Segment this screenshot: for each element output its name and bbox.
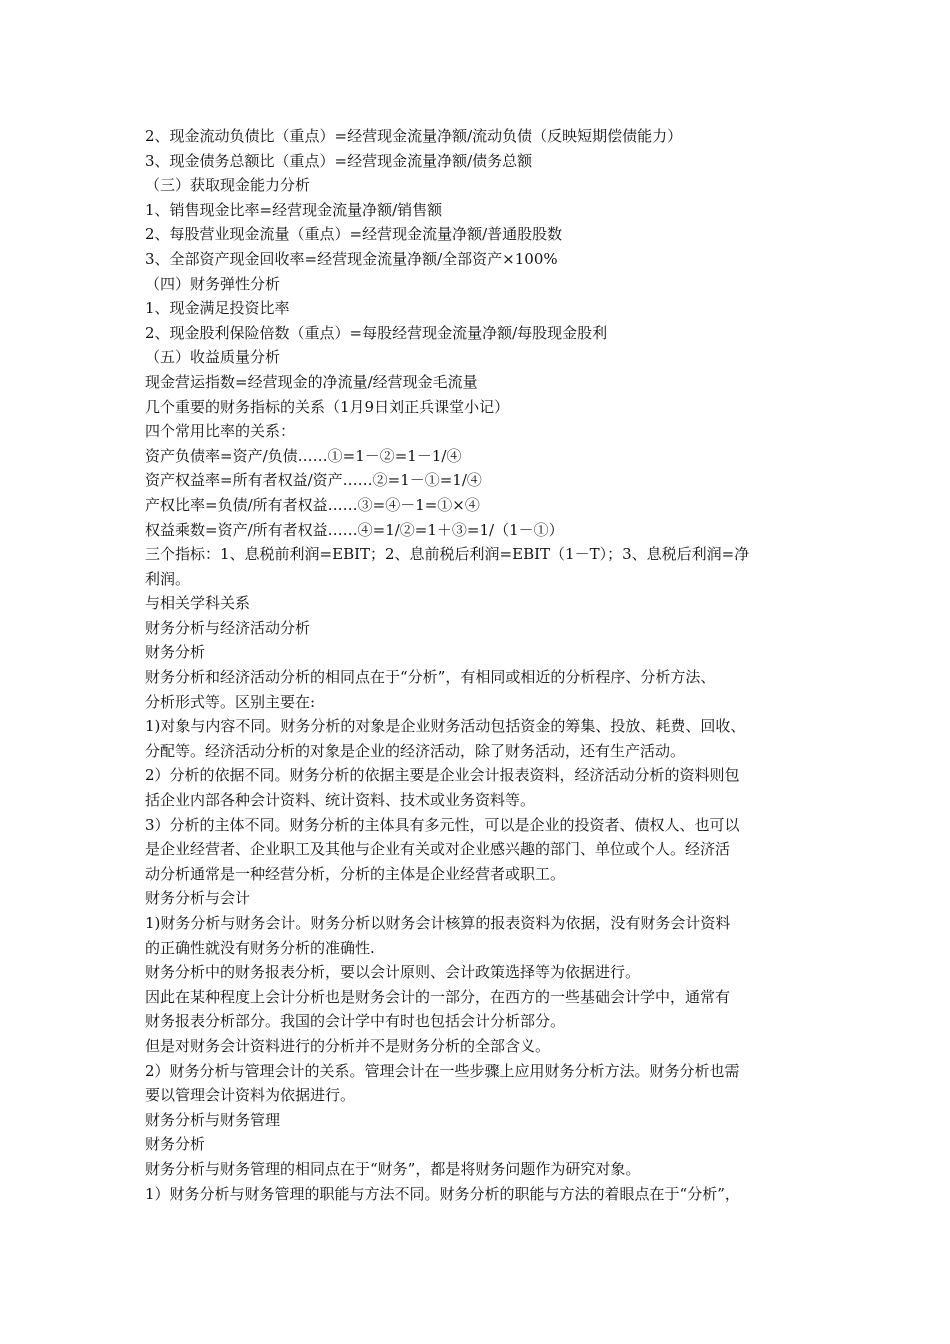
text-line: 财务分析与财务管理的相同点在于“财务”，都是将财务问题作为研究对象。 <box>145 1159 641 1178</box>
text-line: 分配等。经济活动分析的对象是企业的经济活动，除了财务活动，还有生产活动。 <box>145 741 686 760</box>
text-line: 财务分析 <box>145 643 206 662</box>
text-line: 1)财务分析与财务会计。财务分析以财务会计核算的报表资料为依据，没有财务会计资料 <box>145 914 731 932</box>
text-line: 要以管理会计资料为依据进行。 <box>145 1086 356 1105</box>
text-line: 财务分析与经济活动分析 <box>145 618 311 637</box>
text-line: 财务分析中的财务报表分析，要以会计原则、会计政策选择等为依据进行。 <box>145 963 641 982</box>
text-line: 2、现金股利保险倍数（重点）=每股经营现金流量净额/每股现金股利 <box>145 323 608 342</box>
text-line: 财务分析与财务管理 <box>145 1110 281 1129</box>
text-line: 财务报表分析部分。我国的会计学中有时也包括会计分析部分。 <box>145 1012 566 1031</box>
text-line: 3）分析的主体不同。财务分析的主体具有多元性，可以是企业的投资者、债权人、也可以 <box>145 815 740 834</box>
text-line: 财务分析 <box>145 1135 206 1154</box>
section-heading: （四）财务弹性分析 <box>145 274 281 293</box>
text-line: 1)对象与内容不同。财务分析的对象是企业财务活动包括资金的筹集、投放、耗费、回收、 <box>145 717 746 736</box>
text-line: 2、每股营业现金流量（重点）=经营现金流量净额/普通股股数 <box>145 225 563 244</box>
text-line: 财务分析和经济活动分析的相同点在于“分析”，有相同或相近的分析程序、分析方法、 <box>145 668 716 687</box>
text-line: 现金营运指数=经营现金的净流量/经营现金毛流量 <box>145 372 478 391</box>
section-heading: （三）获取现金能力分析 <box>145 176 311 195</box>
text-line: 资产负债率=资产/负债……①=1－②=1－1/④ <box>145 446 462 465</box>
text-line: 但是对财务会计资料进行的分析并不是财务分析的全部含义。 <box>145 1036 551 1055</box>
text-line: 的正确性就没有财务分析的准确性. <box>145 938 375 957</box>
text-line: 四个常用比率的关系： <box>145 422 296 441</box>
document-body <box>145 124 810 1206</box>
text-line: 因此在某种程度上会计分析也是财务会计的一部分，在西方的一些基础会计学中，通常有 <box>145 987 731 1006</box>
text-line: 几个重要的财务指标的关系（1月9日刘正兵课堂小记） <box>145 397 510 416</box>
text-line: 是企业经营者、企业职工及其他与企业有关或对企业感兴趣的部门、单位或个人。经济活 <box>145 840 731 859</box>
text-line: 与相关学科关系 <box>145 594 251 613</box>
text-line: 1、销售现金比率=经营现金流量净额/销售额 <box>145 200 443 219</box>
text-line: 1）财务分析与财务管理的职能与方法不同。财务分析的职能与方法的着眼点在于“分析”， <box>145 1184 740 1203</box>
text-line: 资产权益率=所有者权益/资产……②=1－①=1/④ <box>145 471 482 490</box>
text-line: 3、现金债务总额比（重点）=经营现金流量净额/债务总额 <box>145 151 533 170</box>
text-line: 1、现金满足投资比率 <box>145 299 290 318</box>
text-line: 权益乘数=资产/所有者权益……④=1/②=1＋③=1/（1－①） <box>145 520 564 539</box>
text-line: 2）分析的依据不同。财务分析的依据主要是企业会计报表资料，经济活动分析的资料则包 <box>145 766 740 785</box>
text-line: 财务分析与会计 <box>145 889 251 908</box>
text-line: 3、全部资产现金回收率=经营现金流量净额/全部资产×100% <box>145 249 558 268</box>
text-line: 产权比率=负债/所有者权益……③=④－1=①×④ <box>145 495 480 514</box>
text-line: 利润。 <box>145 569 191 588</box>
text-line: 括企业内部各种会计资料、统计资料、技术或业务资料等。 <box>145 791 536 810</box>
text-line: 动分析通常是一种经营分析，分析的主体是企业经营者或职工。 <box>145 864 566 883</box>
text-line: 分析形式等。区别主要在: <box>145 692 316 711</box>
text-line: 2）财务分析与管理会计的关系。管理会计在一些步骤上应用财务分析方法。财务分析也需 <box>145 1061 740 1080</box>
section-heading: （五）收益质量分析 <box>145 348 281 367</box>
text-line: 2、现金流动负债比（重点）=经营现金流量净额/流动负债（反映短期偿债能力） <box>145 127 683 145</box>
text-line: 三个指标：1、息税前利润=EBIT；2、息前税后利润=EBIT（1－T）；3、息税后利润=净 <box>145 545 750 564</box>
